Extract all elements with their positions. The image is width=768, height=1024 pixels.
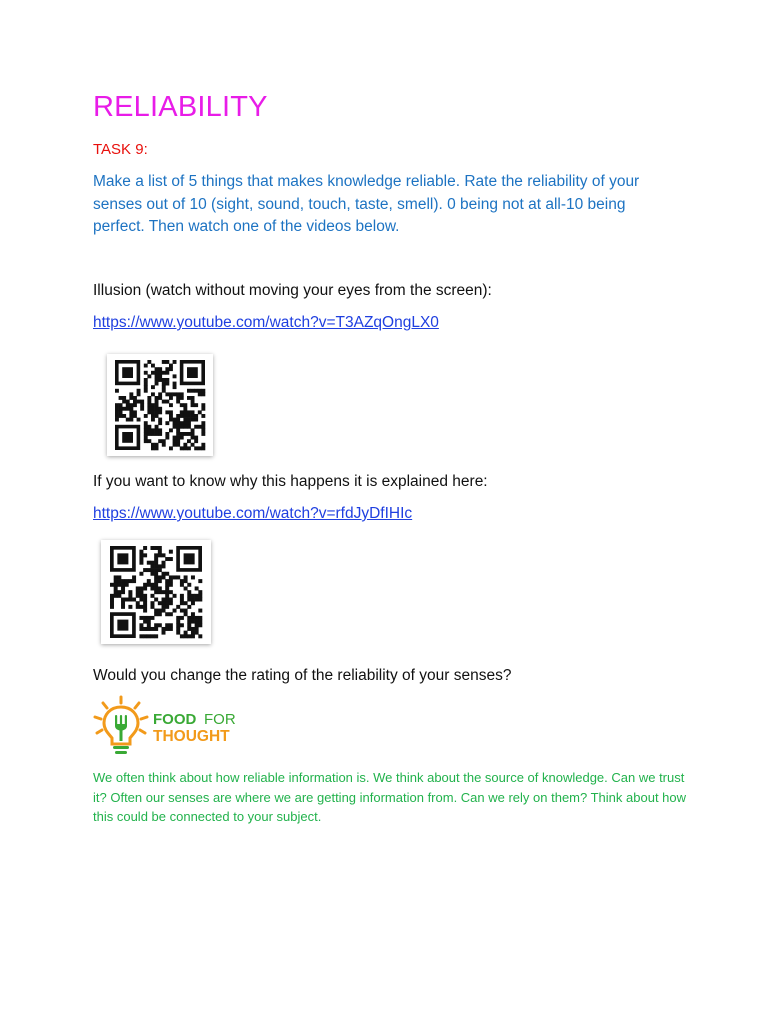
explanation-qr-code (101, 540, 211, 644)
food-for-thought-logo (91, 695, 241, 757)
qr-code-image (101, 540, 211, 644)
illusion-qr-code (107, 354, 213, 456)
reflection-question: Would you change the rating of the reliability of your senses? (93, 667, 512, 684)
qr-code-image (107, 354, 213, 456)
logo-word-thought: THOUGHT (153, 728, 230, 745)
lightbulb-fork-icon (91, 695, 151, 757)
logo-word-food: FOOD (153, 711, 197, 728)
illusion-label: Illusion (watch without moving your eyes from the screen): (93, 282, 492, 299)
page-title: RELIABILITY (93, 91, 268, 123)
task-label: TASK 9: (93, 141, 148, 158)
task-instructions: Make a list of 5 things that makes knowledge reliable. Rate the reliability of your senses out of 10 (sight, sound, touch, taste, smell). 0 being not at all-10 being perfect. Then watch one of the videos below. (93, 173, 640, 235)
explanation-label: If you want to know why this happens it is explained here: (93, 473, 488, 490)
food-for-thought-text: We often think about how reliable information is. We think about the source of knowledge. Can we trust it? Often our senses are where we are getting information from. Can we rely on them? Think about how this could be connected to your subject. (93, 770, 687, 824)
logo-word-for: FOR (204, 711, 236, 728)
explanation-video-link[interactable]: https://www.youtube.com/watch?v=rfdJyDfIHIc (93, 505, 413, 522)
illusion-video-link[interactable]: https://www.youtube.com/watch?v=T3AZqOngLX0 (93, 314, 439, 331)
